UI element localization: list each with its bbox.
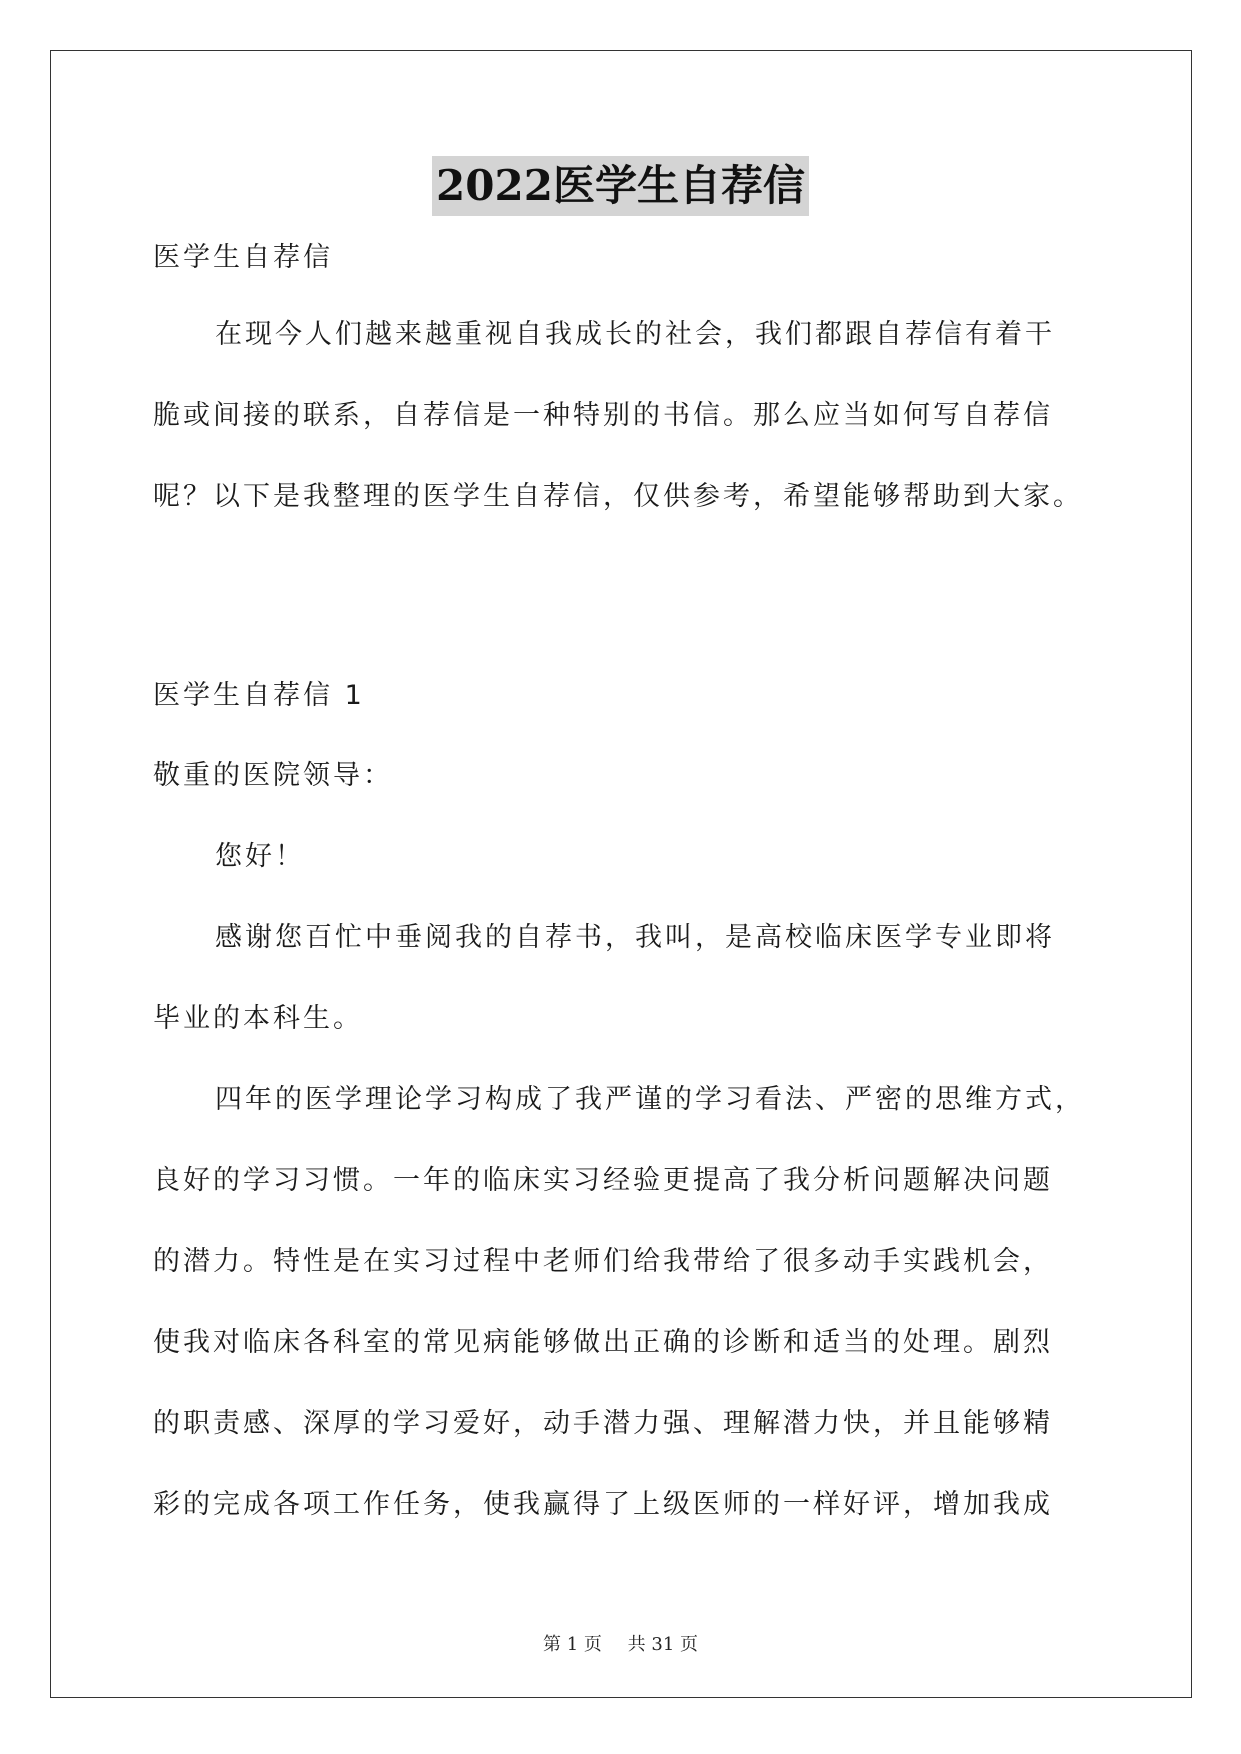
paragraph-line: 的潜力。特性是在实习过程中老师们给我带给了很多动手实践机会，: [153, 1246, 1053, 1277]
paragraph-line: 在现今人们越来越重视自我成长的社会，我们都跟自荐信有着干: [215, 319, 1055, 350]
page-count: 共 31 页: [627, 1634, 698, 1655]
document-title: 2022医学生自荐信: [432, 156, 809, 216]
paragraph-2: [153, 1059, 1093, 1545]
paragraph-line: 四年的医学理论学习构成了我严谨的学习看法、严密的思维方式，: [215, 1084, 1085, 1115]
paragraph-line: 呢？以下是我整理的医学生自荐信，仅供参考，希望能够帮助到大家。: [153, 481, 1083, 512]
intro-paragraph: [153, 294, 1093, 537]
paragraph-line: 毕业的本科生。: [153, 1003, 363, 1034]
greeting: 您好！: [215, 841, 305, 872]
section-heading: 医学生自荐信 1: [153, 680, 365, 711]
paragraph-line: 使我对临床各科室的常见病能够做出正确的诊断和适当的处理。剧烈: [153, 1327, 1053, 1358]
page-number: 第 1 页: [543, 1634, 602, 1655]
paragraph-line: 彩的完成各项工作任务，使我赢得了上级医师的一样好评，增加我成: [153, 1489, 1053, 1520]
page-footer: [0, 1630, 1241, 1656]
paragraph-line: 感谢您百忙中垂阅我的自荐书，我叫，是高校临床医学专业即将: [215, 922, 1055, 953]
paragraph-line: 脆或间接的联系，自荐信是一种特别的书信。那么应当如何写自荐信: [153, 400, 1053, 431]
title-area: [0, 156, 1241, 216]
paragraph-line: 的职责感、深厚的学习爱好，动手潜力强、理解潜力快，并且能够精: [153, 1408, 1053, 1439]
paragraph-line: 良好的学习习惯。一年的临床实习经验更提高了我分析问题解决问题: [153, 1165, 1053, 1196]
salutation: 敬重的医院领导：: [153, 760, 393, 791]
heading: 医学生自荐信: [153, 242, 333, 273]
paragraph-1: [153, 897, 1093, 1059]
